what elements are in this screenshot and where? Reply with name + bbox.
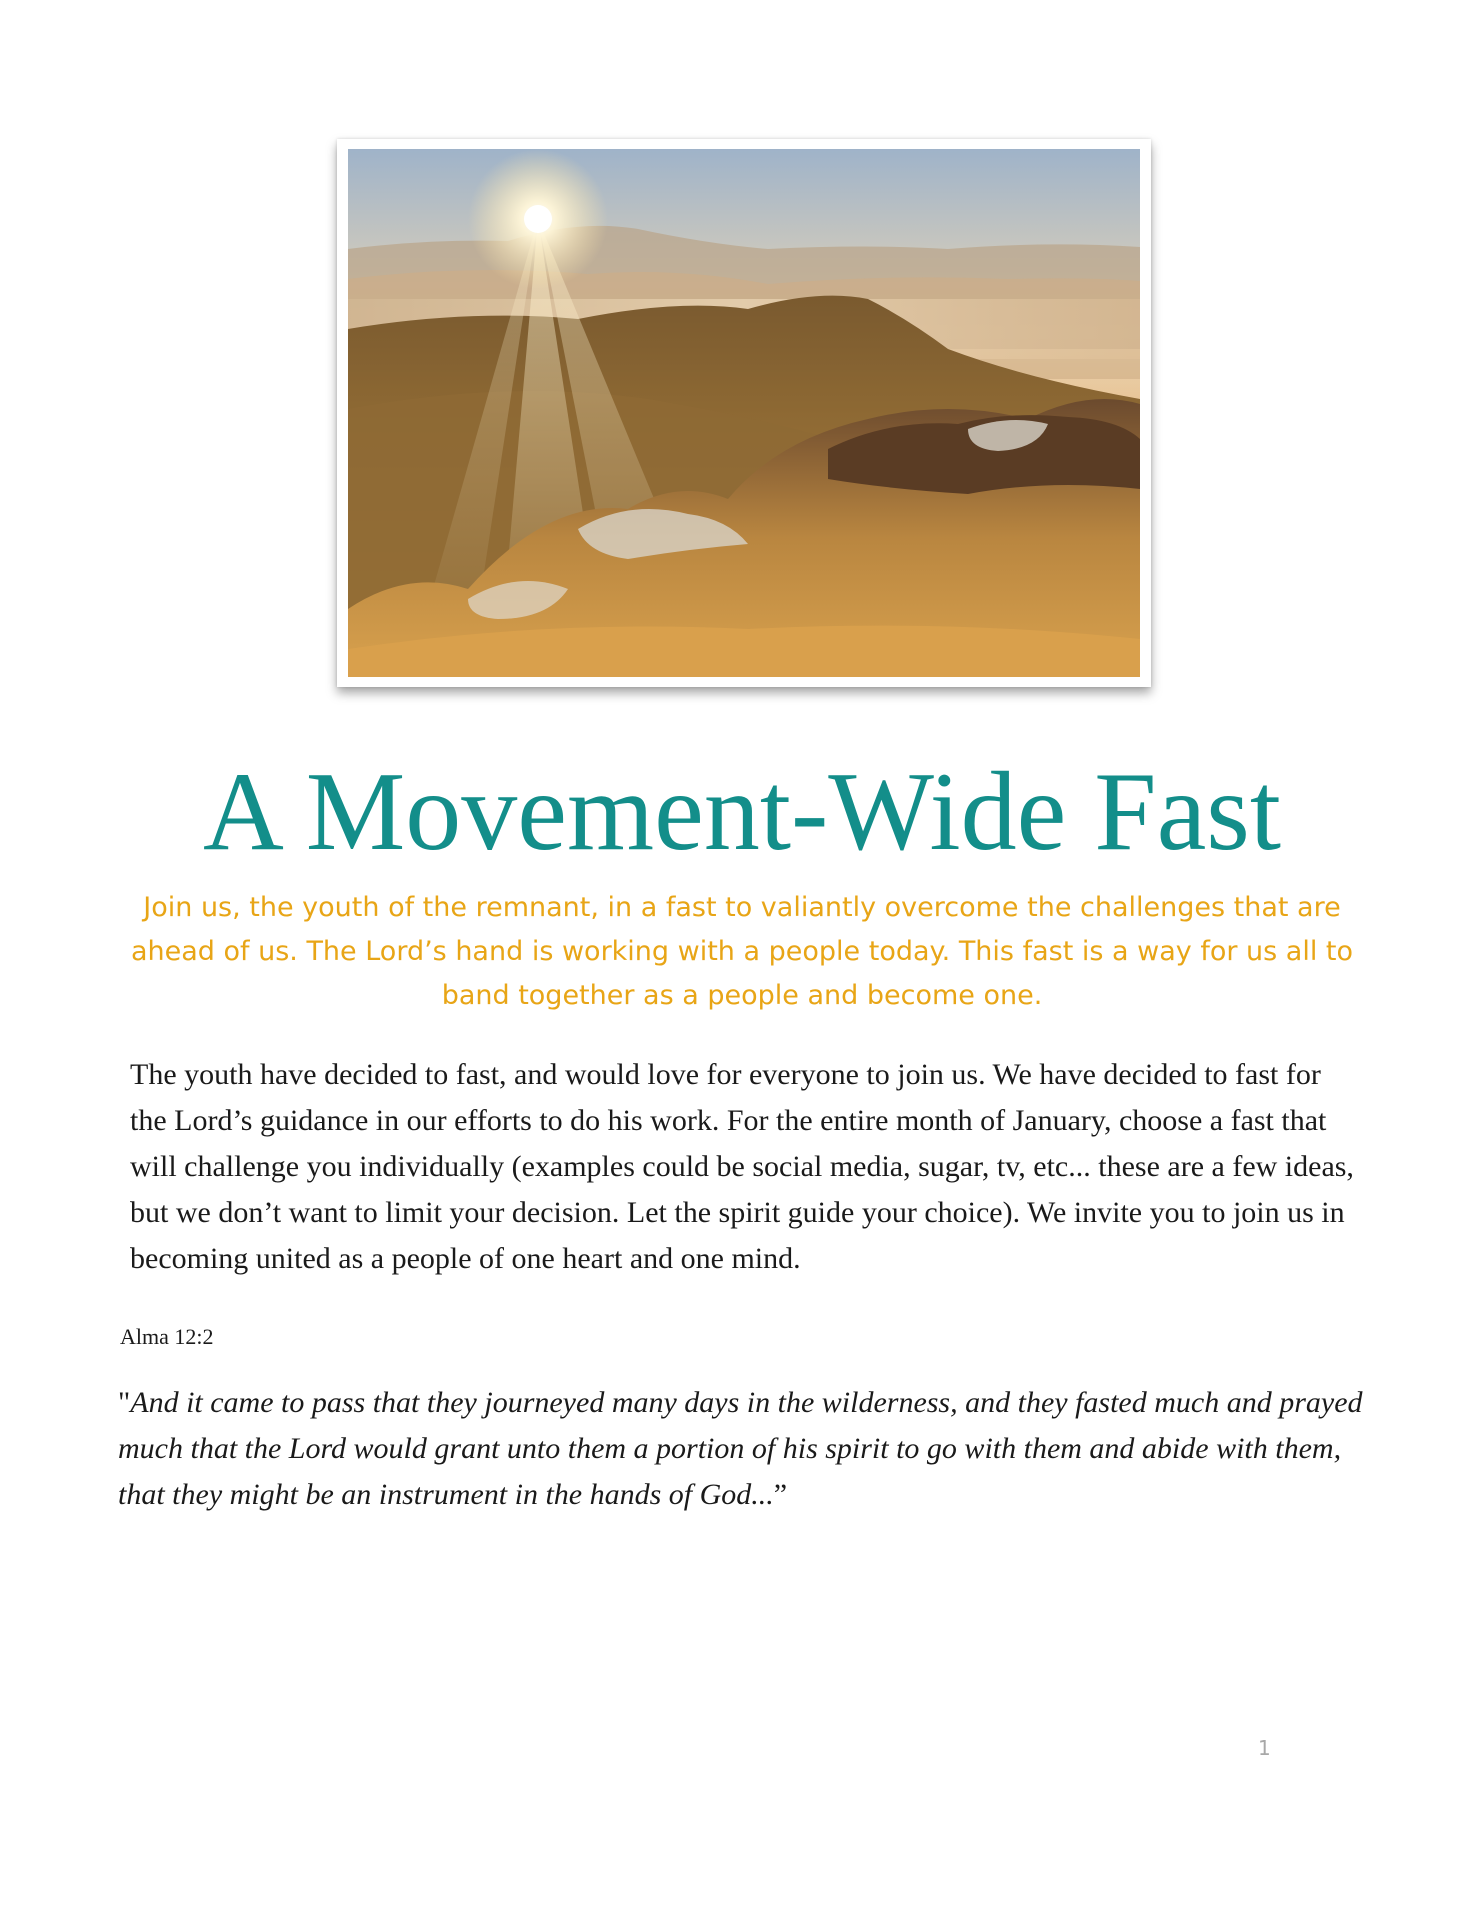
page-title: A Movement-Wide Fast [203,750,1281,874]
mountain-sunrise-photo [348,149,1140,677]
body-paragraph: The youth have decided to fast, and would love for everyone to join us. We have decided to fast for the Lord’s guidance in our efforts to do his work. For the entire month of January, choose a fast that will challenge you individually (examples could be social media, sugar, tv, etc... these are a few ideas, but we don’t want to limit your decision. Let the spirit guide your choice). We invite you to join us in becoming united as a people of one heart and one mind. [130,1058,1354,1275]
subtitle: Join us, the youth of the remnant, in a fast to valiantly overcome the challenges that are ahead of us. The Lord’s hand is working with a people today. This fast is a way for us all to band together as a people and become one. [130,892,1354,1011]
quote-text: And it came to pass that they journeyed many days in the wilderness, and they fasted much and prayed much that the Lord would grant unto them a portion of his spirit to go with them and abide with them, that they might be an instrument in the hands of God... [118,1386,1363,1511]
quote-open-mark: " [118,1386,131,1419]
quote-close-mark: ” [773,1478,788,1511]
page-number: 1 [1258,1736,1271,1760]
scripture-quote [118,1380,1378,1518]
photo-frame [337,139,1151,687]
scripture-reference: Alma 12:2 [120,1324,214,1349]
